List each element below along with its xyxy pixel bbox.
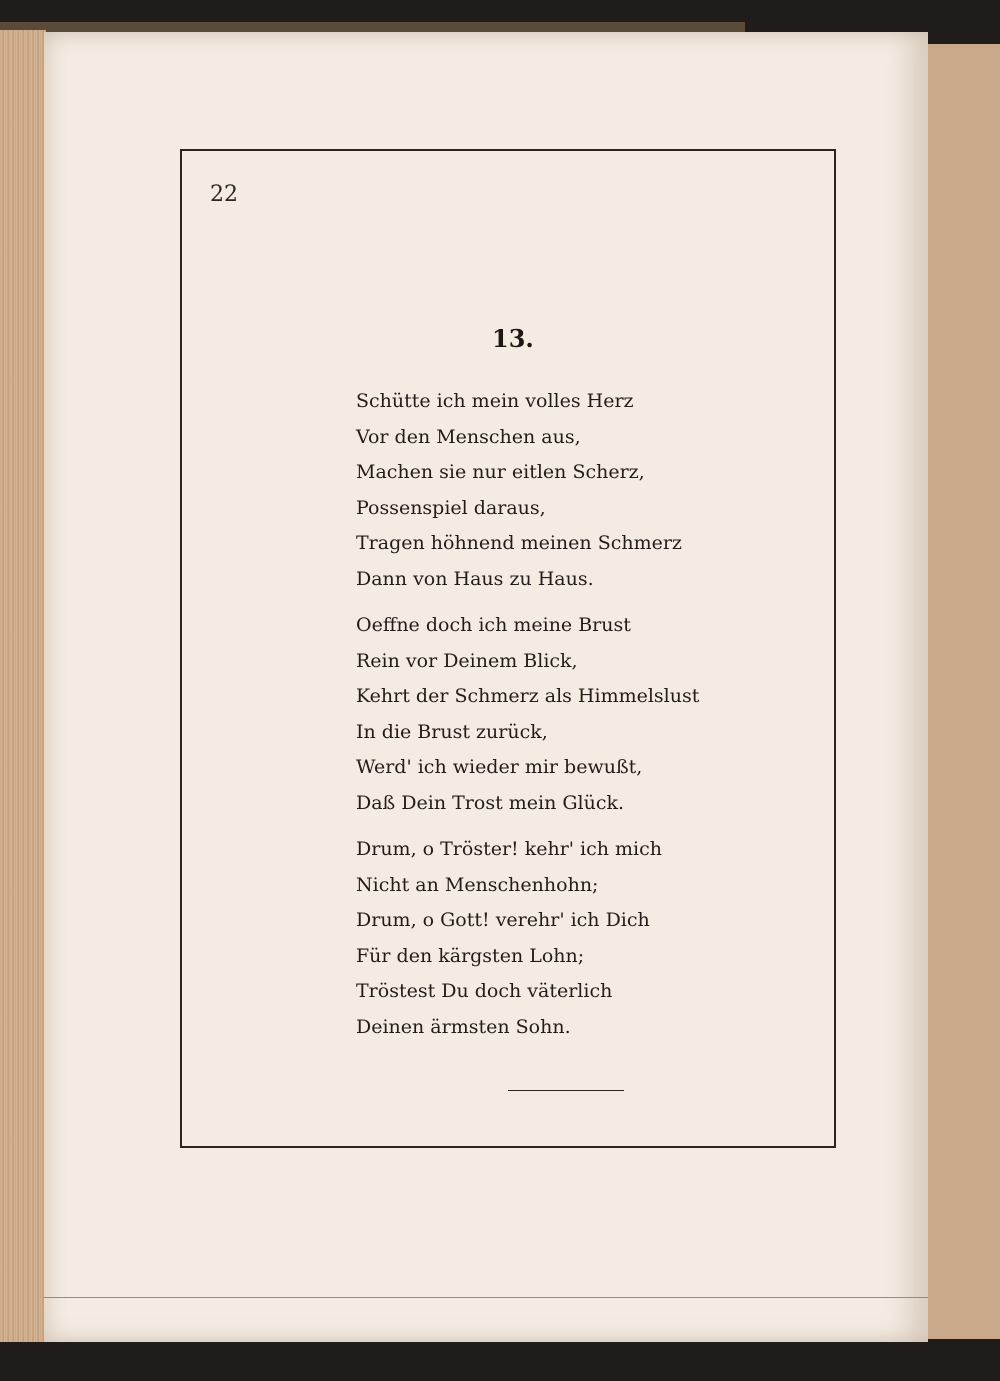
poem-line: In die Brust zurück, [356, 720, 548, 743]
stanza-3 [356, 832, 699, 1045]
poem-line: Oeffne doch ich meine Brust [356, 614, 631, 636]
poem-line: Für den kärgsten Lohn; [356, 944, 585, 967]
stanza-2 [356, 608, 699, 821]
poem-line: Drum, o Gott! verehr' ich Dich [356, 909, 650, 931]
poem-line: Nicht an Menschenhohn; [356, 873, 599, 896]
page-number: 22 [210, 182, 238, 207]
poem-line: Drum, o Tröster! kehr' ich mich [356, 838, 663, 860]
poem-line: Tragen höhnend meinen Schmerz [356, 532, 682, 554]
poem-line: Daß Dein Trost mein Glück. [356, 791, 625, 814]
poem-line: Dann von Haus zu Haus. [356, 567, 594, 590]
poem-line: Machen sie nur eitlen Scherz, [356, 461, 645, 483]
book-page [44, 32, 928, 1342]
poem-line: Schütte ich mein volles Herz [356, 390, 634, 412]
poem-line: Werd' ich wieder mir bewußt, [356, 756, 643, 778]
poem-line: Deinen ärmsten Sohn. [356, 1015, 571, 1038]
poem [356, 384, 699, 1045]
facing-page [924, 44, 1000, 1339]
poem-line: Possenspiel daraus, [356, 496, 546, 519]
poem-line: Kehrt der Schmerz als Himmelslust [356, 685, 700, 707]
poem-line: Vor den Menschen aus, [356, 425, 581, 448]
stanza-1 [356, 384, 699, 597]
poem-number: 13. [492, 324, 534, 353]
page-bottom-rule [44, 1297, 928, 1298]
stacked-page-edges [0, 30, 46, 1342]
poem-line: Tröstest Du doch väterlich [356, 980, 613, 1002]
poem-line: Rein vor Deinem Blick, [356, 649, 578, 672]
end-rule [508, 1090, 624, 1091]
